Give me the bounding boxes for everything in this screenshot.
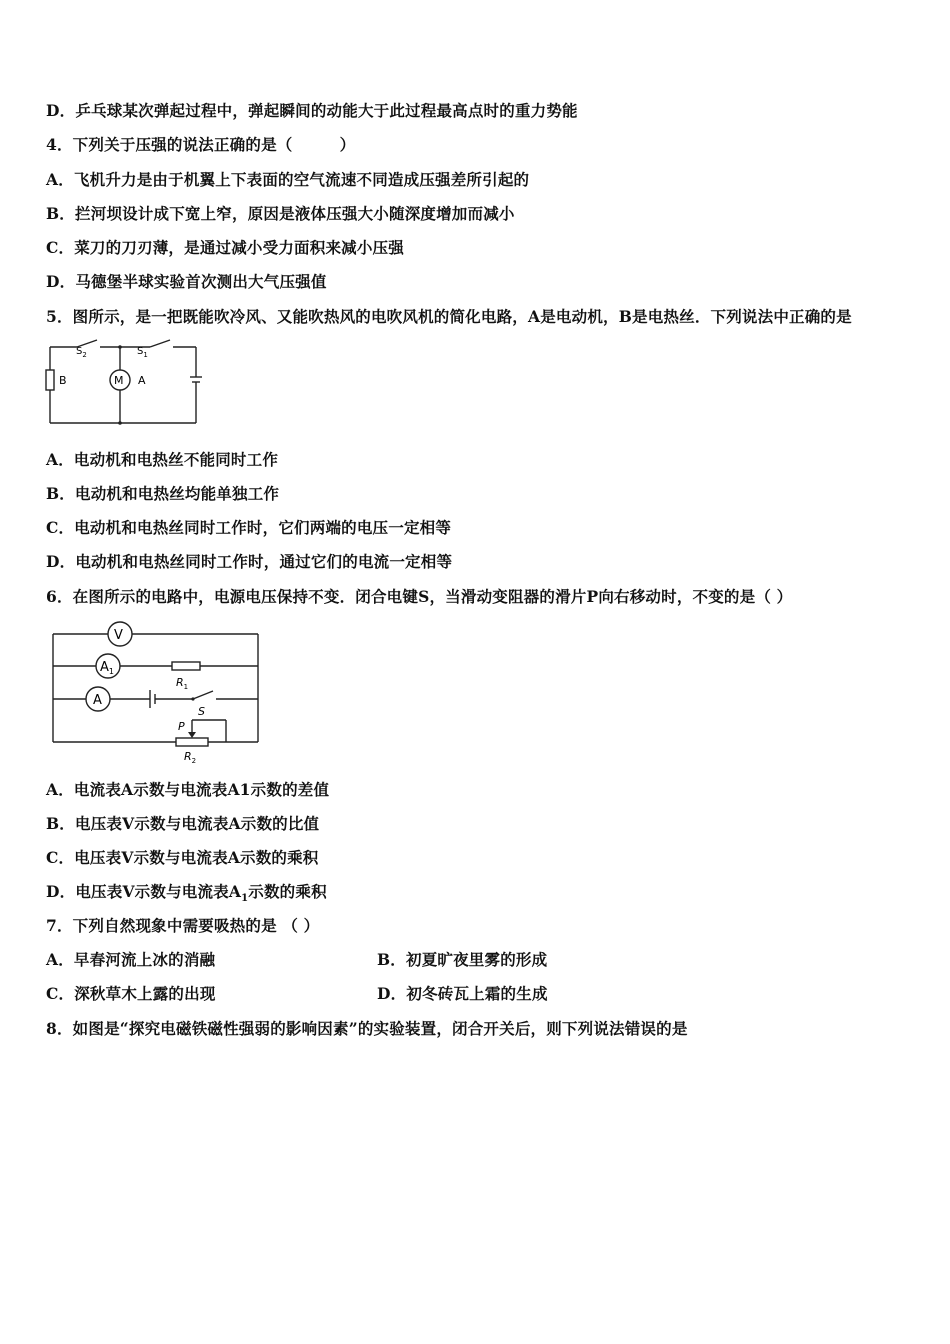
q6-ammeter1-symbol: $A_1$ (100, 660, 114, 676)
q6-circuit-diagram (48, 620, 268, 765)
q5-label-b: B (59, 374, 67, 387)
q5-label-a: A (138, 374, 146, 387)
q5-option-c: C．电动机和电热丝同时工作时，它们两端的电压一定相等 (46, 518, 452, 537)
q5-stem: 5．图所示，是一把既能吹冷风、又能吹热风的电吹风机的简化电路，A是电动机，B是电热丝．下列说法中正确的是 (46, 307, 852, 326)
q6-option-b: B．电压表V示数与电流表A示数的比值 (46, 814, 320, 833)
q3-option-d: D．乒乓球某次弹起过程中，弹起瞬间的动能大于此过程最高点时的重力势能 (46, 101, 578, 120)
q4-option-b: B．拦河坝设计成下宽上窄，原因是液体压强大小随深度增加而减小 (46, 204, 515, 223)
q8-stem: 8．如图是“探究电磁铁磁性强弱的影响因素”的实验装置，闭合开关后，则下列说法错误的是 (46, 1019, 688, 1038)
q4-stem: 4．下列关于压强的说法正确的是（ ） (46, 135, 356, 154)
q5-option-d: D．电动机和电热丝同时工作时，通过它们的电流一定相等 (46, 552, 453, 571)
q5-option-b: B．电动机和电热丝均能单独工作 (46, 484, 280, 503)
q4-option-a: A．飞机升力是由于机翼上下表面的空气流速不同造成压强差所引起的 (46, 170, 530, 189)
q6-voltmeter-symbol: V (114, 628, 123, 643)
q5-option-a: A．电动机和电热丝不能同时工作 (46, 450, 279, 469)
q6-option-c: C．电压表V示数与电流表A示数的乘积 (46, 848, 319, 867)
q6-option-d: D．电压表V示数与电流表$A_1$示数的乘积 (46, 882, 327, 905)
q5-circuit-diagram (42, 340, 212, 430)
q6-switch-label: S (198, 705, 205, 718)
q7-stem: 7．下列自然现象中需要吸热的是 （ ） (46, 916, 320, 935)
q6-ammeter-symbol: A (93, 693, 102, 708)
q4-option-d: D．马德堡半球实验首次测出大气压强值 (46, 272, 327, 291)
q6-r2-label: $R_2$ (184, 750, 197, 765)
q7-option-b: B．初夏旷夜里雾的形成 (377, 950, 548, 969)
q7-option-a: A．早春河流上冰的消融 (46, 950, 216, 969)
q7-option-c: C．深秋草木上露的出现 (46, 984, 216, 1003)
q6-slider-label: P (178, 720, 185, 733)
q6-stem: 6．在图所示的电路中，电源电压保持不变．闭合电键S，当滑动变阻器的滑片P向右移动时，不变的是（ ） (46, 587, 793, 606)
q5-motor-symbol: M (114, 374, 124, 387)
q5-switch-s1-label: $S_1$ (137, 346, 148, 359)
q4-option-c: C．菜刀的刀刃薄，是通过减小受力面积来减小压强 (46, 238, 404, 257)
q6-r1-label: $R_1$ (176, 676, 189, 691)
q6-option-a: A．电流表A示数与电流表A1示数的差值 (46, 780, 330, 799)
q5-switch-s2-label: $S_2$ (76, 346, 87, 359)
q7-option-d: D．初冬砖瓦上霜的生成 (377, 984, 548, 1003)
